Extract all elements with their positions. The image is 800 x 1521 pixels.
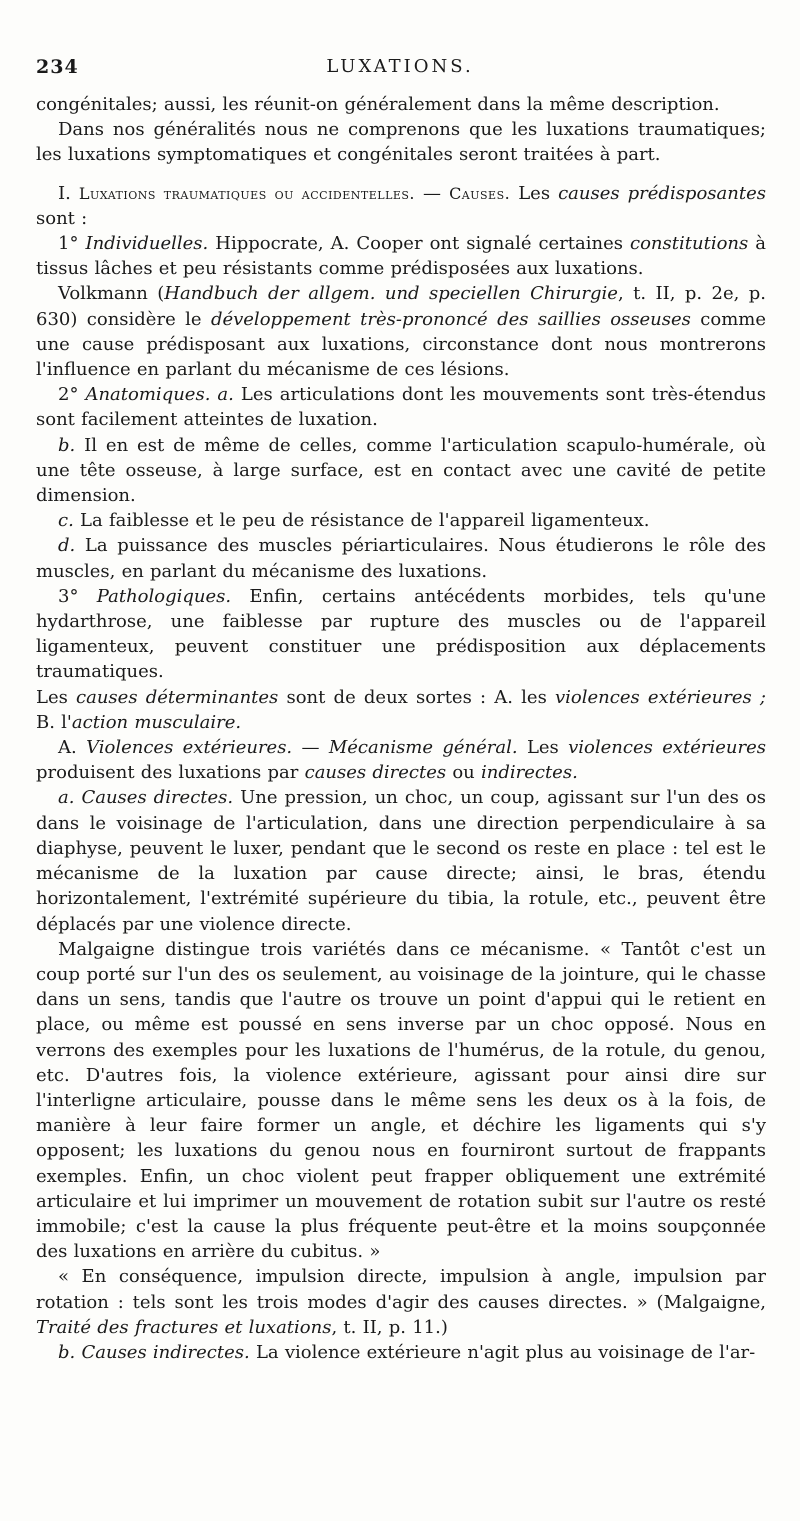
paragraph-malgaigne-conclusion: « En conséquence, impulsion directe, impulsion à angle, impulsion par rotation : tels sont les trois modes d'agir des causes directes. » (Malgaigne, Traité des fractures et luxations, t. II, p. 11.)	[36, 1266, 766, 1338]
page-header	[36, 56, 764, 86]
page-number: 234	[36, 56, 79, 78]
paragraph-item-d: d. La puissance des muscles périarticulaires. Nous étudierons le rôle des muscles, en parlant du mécanisme des luxations.	[36, 535, 766, 582]
subsection-title: Causes.	[449, 183, 511, 203]
emphasis: causes directes	[304, 762, 447, 784]
emphasis: Anatomiques. a.	[85, 384, 234, 406]
paragraph-continuation: congénitales; aussi, les réunit-on généralement dans la même description.	[36, 94, 720, 115]
emphasis: Violences extérieures.	[86, 737, 293, 759]
section-title: Luxations traumatiques ou accidentelles.	[78, 183, 416, 203]
emphasis: développement très-prononcé des saillies osseuses	[210, 308, 691, 330]
paragraph-individuelles: 1° Individuelles. Hippocrate, A. Cooper ont signalé certaines constitutions à tissus lâches et peu résistants comme prédisposées aux luxations.	[36, 233, 766, 280]
citation-title: Handbuch der allgem. und speciellen Chirurgie	[164, 283, 618, 305]
citation-title: Traité des fractures et luxations	[36, 1316, 332, 1338]
paragraph-item-b: b. Il en est de même de celles, comme l'articulation scapulo-humérale, où une tête osseuse, à large surface, est en contact avec une cavité de petite dimension.	[36, 434, 766, 507]
emphasis: Mécanisme général.	[328, 737, 518, 759]
paragraph-anatomiques: 2° Anatomiques. a. Les articulations dont les mouvements sont très-étendus sont facilement atteintes de luxation.	[36, 384, 767, 431]
paragraph-generalites: Dans nos généralités nous ne comprenons que les luxations traumatiques; les luxations symptomatiques et congénitales seront traitées à part.	[36, 119, 766, 166]
item-letter: d.	[58, 535, 76, 557]
paragraph-causes-determinantes: Les causes déterminantes sont de deux sortes : A. les violences extérieures ; B. l'action musculaire.	[36, 686, 766, 733]
paragraph-malgaigne-quote: Malgaigne distingue trois variétés dans ce mécanisme. « Tantôt c'est un coup porté sur l'un des os seulement, au voisinage de la jointure, qui le chasse dans un sens, tandis que l'autre os trouve un point d'appui qui le retient en place, ou même est poussé en sens inverse par un choc opposé. Nous en verrons des exemples pour les luxations de l'humérus, de la rotule, du genou, etc. D'autres fois, la violence extérieure, agissant pour ainsi dire sur l'interligne articulaire, pousse dans le même sens les deux os à la fois, de manière à leur faire former un angle, et déchire les ligaments qui s'y opposent; les luxations du genou nous en fourniront surtout de frappants exemples. Enfin, un choc violent peut frapper obliquement une extrémité articulaire et lui imprimer un mouvement de rotation subit sur l'autre os resté immobile; c'est la cause la plus fréquente peut-être et la moins soupçonnée des luxations en arrière du cubitus. »	[36, 938, 766, 1263]
paragraph-violences-exterieures: A. Violences extérieures. — Mécanisme général. Les violences extérieures produisent des luxations par causes directes ou indirectes.	[36, 737, 766, 784]
emphasis: action musculaire.	[71, 711, 242, 733]
emphasis: a. Causes directes.	[58, 787, 234, 809]
emphasis: Individuelles.	[85, 233, 209, 255]
emphasis: violences extérieures	[568, 737, 766, 759]
body-text	[36, 92, 766, 1365]
item-letter: c.	[58, 510, 74, 532]
emphasis: b. Causes indirectes.	[58, 1341, 250, 1363]
emphasis: Pathologiques.	[96, 585, 232, 607]
emphasis: violences extérieures ;	[555, 686, 766, 708]
emphasis: indirectes.	[480, 762, 578, 784]
emphasis: causes déterminantes	[76, 686, 279, 708]
paragraph-pathologiques: 3° Pathologiques. Enfin, certains antécédents morbides, tels qu'une hydarthrose, une faiblesse par rupture des muscles ou de l'appareil ligamenteux, peuvent constituer une prédisposition aux déplacements traumatiques.	[36, 585, 766, 683]
running-title: LUXATIONS.	[326, 56, 474, 77]
emphasis: constitutions	[630, 233, 749, 255]
emphasis: causes prédisposantes	[558, 182, 766, 204]
paragraph-item-c: c. La faiblesse et le peu de résistance de l'appareil ligamenteux.	[58, 510, 650, 532]
paragraph-causes-indirectes: b. Causes indirectes. La violence extérieure n'agit plus au voisinage de l'ar-	[58, 1341, 756, 1363]
paragraph-volkmann: Volkmann (Handbuch der allgem. und speciellen Chirurgie, t. II, p. 2e, p. 630) considère le développement très-prononcé des saillies osseuses comme une cause prédisposant aux luxations, circonstance dont nous montrerons l'influence en parlant du mécanisme de ces lésions.	[36, 283, 767, 381]
section-number: I.	[58, 182, 79, 204]
item-letter: b.	[58, 434, 76, 456]
paragraph-causes-directes: a. Causes directes. Une pression, un choc, un coup, agissant sur l'un des os dans le voisinage de l'articulation, dans une direction perpendiculaire à sa diaphyse, peuvent le luxer, pendant que le second os reste en place : tel est le mécanisme de la luxation par cause directe; ainsi, le bras, étendu horizontalement, l'extrémité supérieure du tibia, la rotule, etc., peuvent être déplacés par une violence directe.	[36, 787, 766, 935]
section-heading-paragraph: I. Luxations traumatiques ou accidentelles. — Causes. Les causes prédisposantes sont :	[36, 182, 766, 229]
